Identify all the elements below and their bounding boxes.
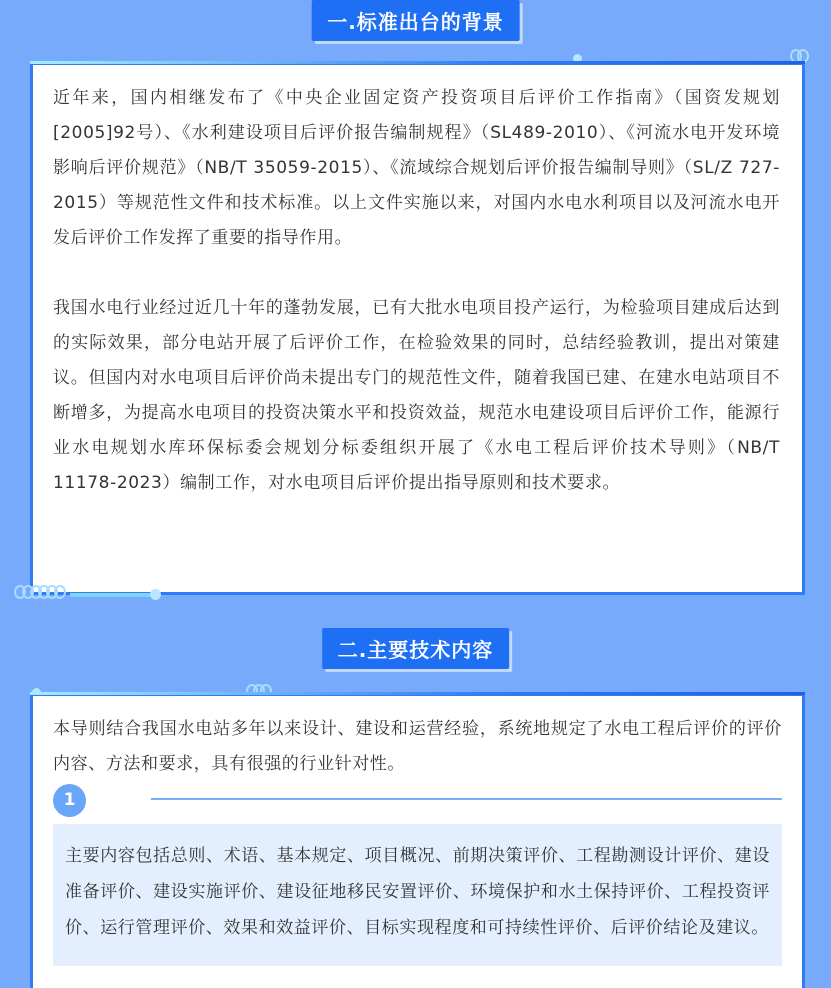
section-title-technical-content: 二.主要技术内容 <box>322 628 510 669</box>
main-content-text: 主要内容包括总则、术语、基本规定、项目概况、前期决策评价、工程勘测设计评价、建设准备评价、建设实施评价、建设征地移民安置评价、环境保护和水土保持评价、工程投资评价、运行管理评价、效果和效益评价、目标实现程度和可持续性评价、后评价结论及建议。 <box>65 846 770 938</box>
background-paragraph-2: 我国水电行业经过近几十年的蓬勃发展，已有大批水电项目投产运行，为检验项目建成后达到的实际效果，部分电站开展了后评价工作，在检验效果的同时，总结经验教训，提出对策建议。但国内对水电项目后评价尚未提出专门的规范性文件，随着我国已建、在建水电站项目不断增多，为提高水电项目的投资决策水平和投资效益，规范水电建设项目后评价工作，能源行业水电规划水库环保标委会规划分标委组织开展了《水电工程后评价技术导则》（NB/T 11178-2023）编制工作，对水电项目后评价提出指导原则和技术要求。 <box>53 298 780 493</box>
main-content-box <box>53 824 782 966</box>
section-title-background: 一.标准出台的背景 <box>311 0 520 41</box>
item-number-badge: 1 <box>53 784 86 817</box>
decorative-dot <box>150 589 161 600</box>
background-card <box>30 61 805 595</box>
technical-intro: 本导则结合我国水电站多年以来设计、建设和运营经验，系统地规定了水电工程后评价的评价内容、方法和要求，具有很强的行业针对性。 <box>53 719 782 774</box>
divider-line <box>151 798 782 800</box>
decorative-ring-icon <box>54 585 66 599</box>
technical-content-card <box>30 692 805 988</box>
background-paragraph-1: 近年来，国内相继发布了《中央企业固定资产投资项目后评价工作指南》（国资发规划[2005]92号）、《水利建设项目后评价报告编制规程》（SL489-2010）、《河流水电开发环境影响后评价规范》（NB/T 35059-2015）、《流域综合规划后评价报告编制导则》（SL/Z 727-2015）等规范性文件和技术标准。以上文件实施以来，对国内水电水利项目以及河流水电开发后评价工作发挥了重要的指导作用。 <box>53 88 780 248</box>
decorative-bar <box>70 593 150 597</box>
numbered-item-header <box>53 784 782 824</box>
